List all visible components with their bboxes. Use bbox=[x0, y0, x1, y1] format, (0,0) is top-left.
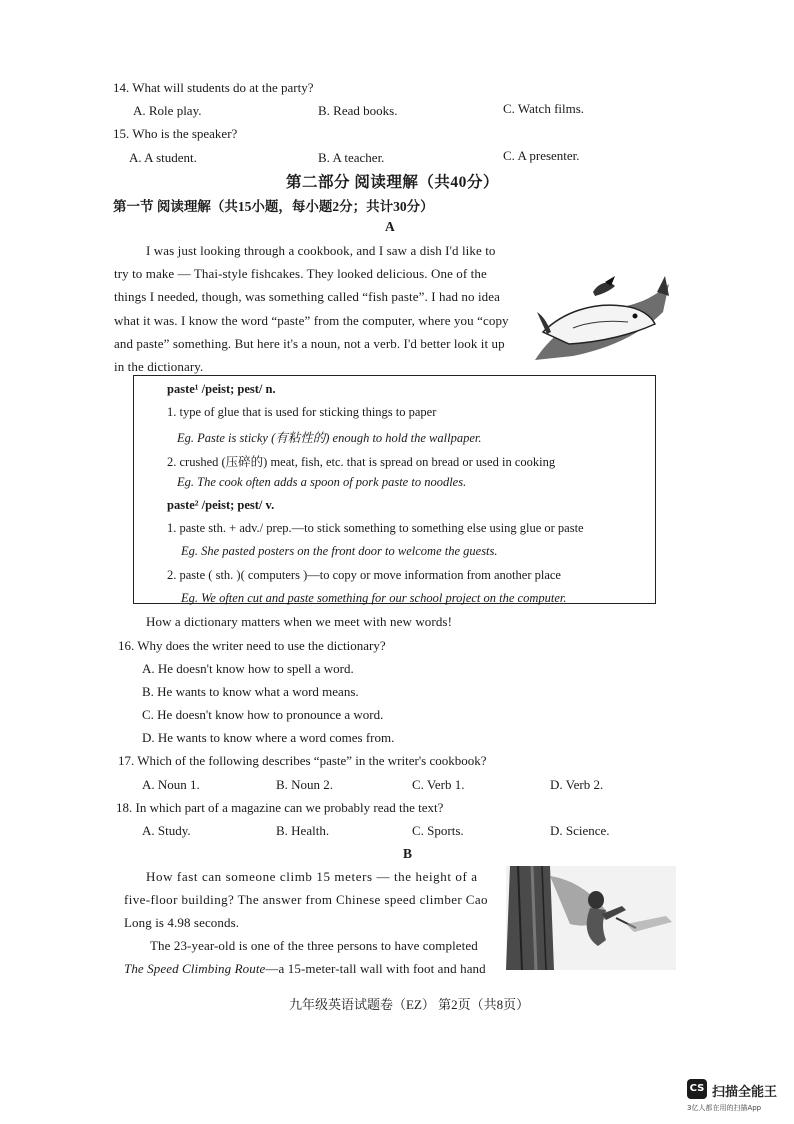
question-15-option-c: C. A presenter. bbox=[503, 148, 580, 163]
passage-a-line: and paste” something. But here it's a noun, not a verb. I'd better look it up bbox=[114, 336, 505, 351]
passage-a-line: things I needed, though, was something called “fish paste”. I had no idea bbox=[114, 289, 501, 304]
dictionary-entry1-definition1: 1. type of glue that is used for sticking things to paper bbox=[167, 405, 437, 419]
camscanner-slogan: 3亿人都在用的扫描App bbox=[687, 1104, 762, 1112]
question-15-option-a: A. A student. bbox=[129, 150, 197, 165]
question-18-option-a: A. Study. bbox=[142, 823, 191, 838]
passage-b-line: How fast can someone climb 15 meters — the height of a bbox=[146, 869, 478, 884]
camscanner-logo: CS bbox=[687, 1079, 707, 1099]
dictionary-entry2-example2: Eg. We often cut and paste something for our school project on the computer. bbox=[181, 591, 567, 605]
question-17-option-a: A. Noun 1. bbox=[142, 777, 200, 792]
fish-illustration bbox=[533, 272, 671, 364]
question-17-option-d: D. Verb 2. bbox=[550, 777, 604, 792]
passage-b-line: The 23-year-old is one of the three persons to have completed bbox=[150, 938, 478, 953]
dictionary-entry2-example1: Eg. She pasted posters on the front door to welcome the guests. bbox=[181, 544, 498, 558]
question-18-stem: 18. In which part of a magazine can we probably read the text? bbox=[116, 800, 444, 815]
question-17-option-b: B. Noun 2. bbox=[276, 777, 334, 792]
passage-a-line: what it was. I know the word “paste” from the computer, where you “copy bbox=[114, 313, 509, 328]
fish-sketch-image bbox=[533, 272, 671, 364]
question-16-option-c: C. He doesn't know how to pronounce a word. bbox=[142, 707, 384, 722]
question-14-option-c: C. Watch films. bbox=[503, 101, 585, 116]
climber-photo-image bbox=[506, 866, 676, 970]
question-18-option-b: B. Health. bbox=[276, 823, 330, 838]
dictionary-entry1-headword bbox=[167, 382, 276, 397]
question-14-option-b: B. Read books. bbox=[318, 103, 398, 118]
dictionary-entry2-definition1: 1. paste sth. + adv./ prep.—to stick something to something else using glue or paste bbox=[167, 521, 584, 535]
page-footer: 九年级英语试题卷（EZ） 第2页（共8页） bbox=[289, 997, 530, 1012]
dictionary-entry1-head-text: paste¹ /peist; pest/ n. bbox=[167, 382, 276, 396]
question-16-option-b: B. He wants to know what a word means. bbox=[142, 684, 359, 699]
question-18-option-c: C. Sports. bbox=[412, 823, 464, 838]
passage-b-line: five-floor building? The answer from Chinese speed climber Cao bbox=[124, 892, 488, 907]
question-17-option-c: C. Verb 1. bbox=[412, 777, 465, 792]
passage-b-line: Long is 4.98 seconds. bbox=[124, 915, 240, 930]
question-14-stem: 14. What will students do at the party? bbox=[113, 80, 314, 95]
question-16-option-a: A. He doesn't know how to spell a word. bbox=[142, 661, 354, 676]
dictionary-entry1-example2: Eg. The cook often adds a spoon of pork paste to noodles. bbox=[177, 475, 467, 489]
question-16-stem: 16. Why does the writer need to use the dictionary? bbox=[118, 638, 386, 653]
question-14-option-a: A. Role play. bbox=[133, 103, 202, 118]
passage-a-line: in the dictionary. bbox=[114, 359, 204, 374]
passage-b-line bbox=[124, 961, 486, 977]
passage-a-letter: A bbox=[385, 219, 395, 234]
question-18-option-d: D. Science. bbox=[550, 823, 610, 838]
part-two-title: 第二部分 阅读理解（共40分） bbox=[286, 174, 499, 191]
dictionary-entry2-headword bbox=[167, 498, 274, 513]
question-17-stem: 17. Which of the following describes “paste” in the writer's cookbook? bbox=[118, 753, 487, 768]
passage-a-line: I was just looking through a cookbook, and I saw a dish I'd like to bbox=[146, 243, 496, 258]
dictionary-entry2-head-text: paste² /peist; pest/ v. bbox=[167, 498, 275, 512]
camscanner-brand: 扫描全能王 bbox=[712, 1085, 778, 1100]
section-one-title: 第一节 阅读理解（共15小题，每小题2分；共计30分） bbox=[113, 199, 434, 214]
passage-a-closing: How a dictionary matters when we meet with new words! bbox=[146, 614, 453, 629]
route-name: The Speed Climbing Route bbox=[124, 961, 266, 976]
climber-photo bbox=[506, 866, 676, 970]
question-16-option-d: D. He wants to know where a word comes from. bbox=[142, 730, 395, 745]
passage-b-line-rest: —a 15-meter-tall wall with foot and hand bbox=[265, 961, 486, 976]
dictionary-entry1-definition2: 2. crushed (压碎的) meat, fish, etc. that is spread on bread or used in cooking bbox=[167, 455, 556, 469]
passage-a-line: try to make — Thai-style fishcakes. They looked delicious. One of the bbox=[114, 266, 487, 281]
dictionary-entry2-definition2: 2. paste ( sth. )( computers )—to copy or move information from another place bbox=[167, 568, 561, 582]
question-15-stem: 15. Who is the speaker? bbox=[113, 126, 238, 141]
passage-b-letter: B bbox=[403, 846, 413, 861]
dictionary-entry1-example1: Eg. Paste is sticky (有粘性的) enough to hold the wallpaper. bbox=[177, 431, 482, 445]
question-15-option-b: B. A teacher. bbox=[318, 150, 385, 165]
